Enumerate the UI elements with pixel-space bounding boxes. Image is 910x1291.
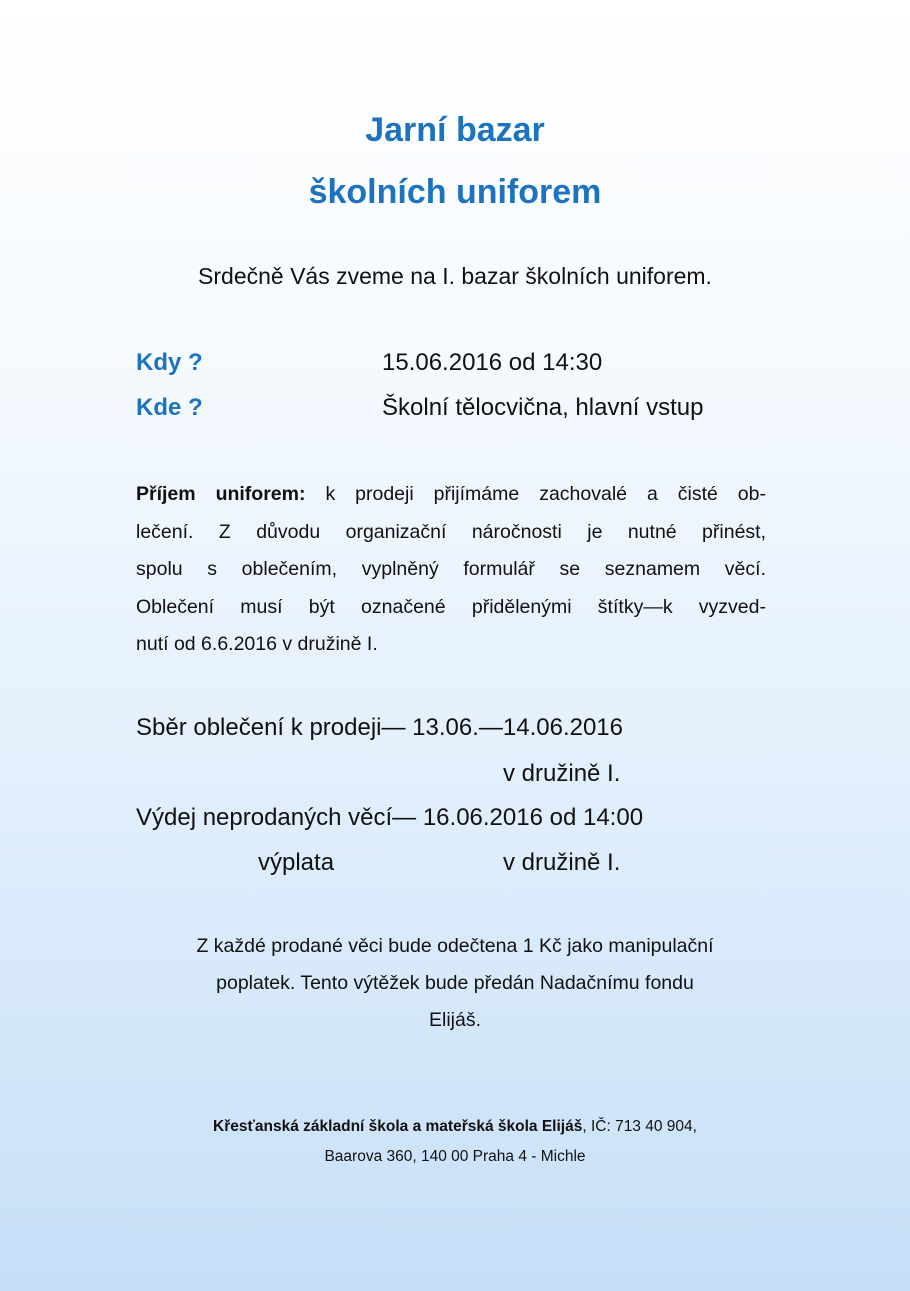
title-line-2: školních uniforem <box>308 173 602 211</box>
intake-line <box>136 476 766 514</box>
intake-line-text: k prodeji přijímáme zachovalé a čisté ob- <box>305 483 766 505</box>
where-value: Školní tělocvična, hlavní vstup <box>382 394 704 421</box>
payout-label: výplata <box>258 849 335 876</box>
when-label: Kdy ? <box>136 349 203 376</box>
collection-place: v družině I. <box>503 760 621 787</box>
fee-note <box>120 928 790 1039</box>
fee-note-line: Elijáš. <box>428 1009 482 1031</box>
intake-label: Příjem uniforem: <box>136 483 306 505</box>
school-name: Křesťanská základní škola a mateřská škola Elijáš <box>213 1118 583 1135</box>
title-line-1: Jarní bazar <box>365 111 545 149</box>
invitation-text: Srdečně Vás zveme na I. bazar školních uniforem. <box>198 263 712 289</box>
collection-dates: Sběr oblečení k prodeji— 13.06.—14.06.2016 <box>136 714 623 741</box>
payout-place: v družině I. <box>503 849 621 876</box>
when-value: 15.06.2016 od 14:30 <box>382 349 603 376</box>
intake-line: spolu s oblečením, vyplněný formulář se seznamem věcí. <box>136 558 766 580</box>
fee-note-line: poplatek. Tento výtěžek bude předán Nadačnímu fondu <box>216 972 694 994</box>
fee-note-line: Z každé prodané věci bude odečtena 1 Kč jako manipulační <box>196 935 714 957</box>
intake-line: nutí od 6.6.2016 v družině I. <box>136 633 378 655</box>
footer-school-line <box>0 1112 910 1142</box>
footer <box>0 1112 910 1172</box>
intake-line: lečení. Z důvodu organizační náročnosti je nutné přinést, <box>136 520 766 543</box>
where-label: Kde ? <box>136 394 203 421</box>
school-id: , IČ: 713 40 904, <box>582 1118 697 1135</box>
return-dates: Výdej neprodaných věcí— 16.06.2016 od 14:00 <box>136 804 644 831</box>
school-address: Baarova 360, 140 00 Praha 4 - Michle <box>324 1148 586 1165</box>
intake-line: Oblečení musí být označené přidělenými štítky—k vyzved- <box>136 595 766 618</box>
intake-paragraph <box>136 476 766 664</box>
